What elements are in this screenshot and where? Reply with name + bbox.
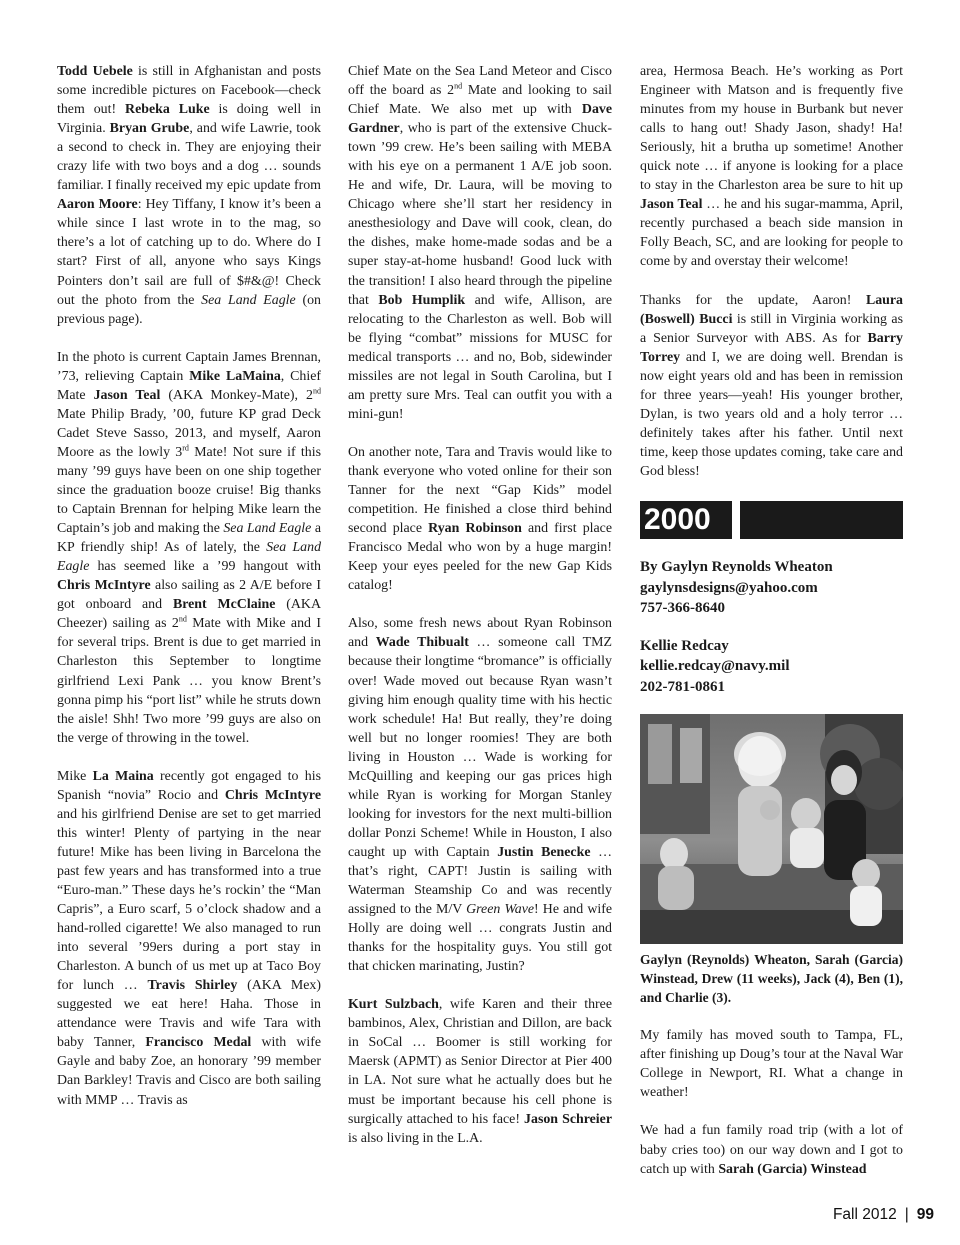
text: with wife Gayle and baby Zoe, an honorary ’99 member Dan Barkley! Travis and Cisco are both sailing with MMP … Travis as	[57, 1035, 322, 1108]
text: and first place Francisco Medal who won by a huge margin! Keep your eyes peeled for the new Gap Kids catalog!	[348, 521, 613, 594]
header-divider	[732, 501, 740, 539]
text: , wife Karen and their three bambinos, Alex, Christian and Dillon, are back in SoCal … Boomer is still working for Maersk (APMT) as Senior Director at Pier 400 in LA. Not sure what he actually does but he must be important because his cell phone is surgically attached to his face!	[348, 997, 612, 1127]
name: Barry Torrey	[640, 330, 903, 365]
ordinal-suffix: rd	[182, 443, 189, 453]
ordinal-suffix: nd	[178, 614, 187, 624]
ship-name: Sea Land Eagle	[201, 292, 296, 308]
ship-name: Sea Land Eagle	[223, 521, 312, 537]
text: ! He and wife Holly are doing well … congrats Justin and thanks for the hospitality guys. You still got that chicken marinating, Justin?	[348, 902, 612, 975]
text: also sailing as 2 A/E before I got onboard and	[57, 578, 321, 613]
text: recently got engaged to his Spanish “novia” Rocio and	[57, 768, 321, 803]
family-photo	[640, 714, 903, 944]
text: My family has moved south to Tampa, FL, after finishing up Doug’s tour at the Naval War College in Newport, RI. What a change in weather!	[640, 1028, 903, 1101]
text: Mike	[57, 768, 93, 784]
text: … someone call TMZ because their longtime “bromance” is officially over! Wade moved out because Ryan wasn’t giving him enough quality time with his hectic work schedule! Ha! But really, they’re doing well but no longer roomies! They are both living in Houston … Wade is working for McQuilling and keeping our gas prices high while Ryan is working for Morgan Stanley looking for investors for the next multi-billion dollar Ponzi Scheme! While in Houston, I also caught up with Captain	[348, 635, 612, 860]
correspondent-phone: 757-366-8640	[640, 600, 725, 617]
page-footer	[833, 1206, 934, 1224]
text: a KP friendly ship! As of lately, the	[57, 521, 321, 556]
name: Sarah (Garcia) Winstead	[718, 1161, 867, 1177]
text: area, Hermosa Beach. He’s working as Port Engineer with Matson and is frequently five minutes from my house in Burbank but never calls to hang out! Shady Jason, shady! Ha! Seriously, hit a brutha up sometime! Another quick note … if anyone is looking for a place to stay in the Charleston area be sure to hit up	[640, 64, 903, 194]
name: La Maina	[92, 768, 154, 784]
correspondent-name: Kellie Redcay	[640, 637, 729, 654]
footer-separator: |	[904, 1206, 909, 1223]
name: Jason Teal	[640, 197, 703, 213]
text: (AKA Mex) suggested we eat here! Haha. Those in attendance were Travis and wife Tara with baby Tanner,	[57, 978, 321, 1051]
name: Francisco Medal	[145, 1035, 252, 1051]
name: Laura (Boswell) Bucci	[640, 292, 903, 327]
text: On another note, Tara and Travis would like to thank everyone who voted online for their son Tanner for the next “Gap Kids” model competition. He finished a close third behind second place	[348, 444, 612, 537]
text: Mate! Not sure if this many ’99 guys have been on one ship together since the graduation booze cruise! Big thanks to Captain Brennan for helping Mike learn the Captain’s job and making the	[57, 444, 322, 537]
text: has seemed like a ’99 hangout with	[89, 559, 321, 575]
issue-label: Fall 2012	[832, 1206, 897, 1223]
column-1	[57, 62, 321, 1129]
correspondent-email[interactable]: kellie.redcay@navy.mil	[640, 658, 790, 675]
text: Chief Mate on the Sea Land Meteor and Cisco off the board as 2	[348, 64, 612, 99]
text: Mate and looking to sail Chief Mate. We also met up with	[348, 83, 613, 118]
name: Jason Teal	[93, 387, 161, 403]
text: is doing well in Virginia.	[57, 102, 321, 137]
column-3	[640, 62, 903, 1198]
text: and his girlfriend Denise are set to get married this winter! Plenty of partying in the near future! Mike has been living in Barcelona the past few years and has transformed into a true “Euro-man.” These days he’s rockin’ the “Man Capris”, a Euro scarf, 5 o’clock shadow and a hand-rolled cigarette! We also managed to run into several ’99ers during a port stay in Charleston. A bunch of us met up at Taco Boy for lunch …	[57, 806, 321, 994]
text: and I, we are doing well. Brendan is now eight years old and has been in remission for three years—yeah! His younger brother, Dylan, is two years old and a holy terror … definitely takes after his father. Until next time, keep those updates coming, take care and God bless!	[640, 349, 903, 479]
correspondent-contact	[640, 557, 903, 619]
text: : Hey Tiffany, I know it’s been a while since I last wrote in to the mag, so there’s a lot of catching up to do. Where do I start? First of all, anyone who says Kings Pointers don’t sail are full of $#&@! Check out the photo from the	[57, 197, 322, 308]
text: Mate Philip Brady, ’00, future KP grad Deck Cadet Steve Sasso, 2013, and myself, Aaron Moore as the lowly 3	[57, 406, 321, 460]
name: Rebeka Luke	[125, 102, 210, 118]
name: Brent McClaine	[172, 597, 276, 613]
text: and wife, Allison, are relocating to the Charleston as well. Bob will be flying “combat” missions for MUSC for medical transports … and no, Bob, sidewinder missiles are not legal in South Carolina, but I am pretty sure Mrs. Teal can outfit you with a mini-gun!	[348, 292, 612, 422]
name: Bob Humplik	[378, 292, 466, 308]
text: is still in Afghanistan and posts some incredible pictures on Facebook—check them out!	[57, 64, 321, 118]
ordinal-suffix: nd	[454, 81, 463, 91]
text: … he and his sugar-mamma, April, recently purchased a beach side mansion in Folly Beach, SC, and are looking for people to come by and overstay their welcome!	[640, 197, 903, 270]
ordinal-suffix: nd	[313, 386, 322, 396]
name: Ryan Robinson	[428, 521, 522, 537]
text: (on previous page).	[57, 292, 321, 327]
correspondent-name: By Gaylyn Reynolds Wheaton	[640, 559, 833, 576]
text: We had a fun family road trip (with a lot of baby cries too) on our way down and I got to catch up with	[640, 1123, 903, 1177]
name: Mike LaMaina	[189, 368, 281, 384]
text: (AKA Cheezer) sailing as 2	[57, 597, 321, 632]
paragraph	[640, 1121, 903, 1178]
text: , and wife Lawrie, took a second to check in. They are enjoying their crazy life with two boys and a dog … sounds familiar. I finally received my epic update from	[57, 121, 321, 194]
class-year-label: 2000	[640, 501, 732, 539]
text: Thanks for the update, Aaron!	[640, 292, 866, 308]
name: Jason Schreier	[524, 1111, 612, 1127]
text: is still in Virginia working as a Senior Surveyor with ABS. As for	[640, 311, 903, 346]
name: Aaron Moore	[57, 197, 138, 213]
paragraph	[348, 62, 612, 424]
paragraph	[640, 62, 903, 272]
correspondent-phone: 202-781-0861	[640, 678, 725, 695]
page-number: 99	[916, 1206, 934, 1223]
paragraph	[640, 1026, 903, 1102]
paragraph	[57, 62, 321, 329]
class-year-header	[640, 501, 903, 539]
correspondent-email[interactable]: gaylynsdesigns@yahoo.com	[640, 579, 818, 596]
text: (AKA Monkey-Mate), 2	[160, 387, 314, 403]
header-bar	[740, 501, 903, 539]
name: Todd Uebele	[57, 64, 133, 79]
paragraph	[640, 291, 903, 481]
text: , who is part of the extensive Chuck-town ’99 crew. He’s been sailing with MEBA with his eye on a permanent 1 A/E job soon. He and wife, Dr. Laura, will be moving to Chicago where she’ll start her residency in anesthesiology and Dave will cook, clean, do the dishes, make home-made sodas and be a super stay-at-home husband! Good luck with the transition! I also heard through the pipeline that	[348, 121, 612, 308]
paragraph	[348, 443, 612, 595]
paragraph	[57, 348, 321, 748]
name: Chris McIntyre	[224, 787, 322, 803]
text: , Chief Mate	[57, 368, 321, 403]
column-2	[348, 62, 612, 1167]
paragraph	[348, 995, 612, 1147]
text: Also, some fresh news about Ryan Robinson and	[348, 616, 612, 651]
name: Chris McIntyre	[57, 578, 151, 594]
name: Wade Thibualt	[375, 635, 469, 651]
text: is also living in the L.A.	[348, 1130, 483, 1146]
text: Mate with Mike and I for several trips. Brent is due to get married in Charleston this September to longtime girlfriend Lexi Pank … you know Brent’s gonna pimp his “port list” while he struts down the aisle! Shh! Two more ’99 guys are also on the verge of throwing in the towel.	[57, 616, 321, 746]
text: In the photo is current Captain James Brennan, ’73, relieving Captain	[57, 349, 321, 384]
name: Justin Benecke	[497, 844, 591, 860]
ship-name: Green Wave	[466, 902, 535, 918]
ship-name: Sea Land Eagle	[57, 540, 322, 575]
name: Kurt Sulzbach	[348, 997, 439, 1013]
name: Travis Shirley	[147, 978, 238, 994]
name: Dave Gardner	[348, 102, 612, 137]
photo-caption: Gaylyn (Reynolds) Wheaton, Sarah (Garcia) Winstead, Drew (11 weeks), Jack (4), Ben (1), and Charlie (3).	[640, 952, 903, 1006]
text: … that’s right, CAPT! Justin is sailing with Waterman Steamship Co and was recently assigned to the M/V	[348, 844, 612, 918]
paragraph	[57, 767, 321, 1110]
paragraph	[348, 614, 612, 976]
name: Bryan Grube	[109, 121, 190, 137]
correspondent-contact	[640, 636, 903, 698]
